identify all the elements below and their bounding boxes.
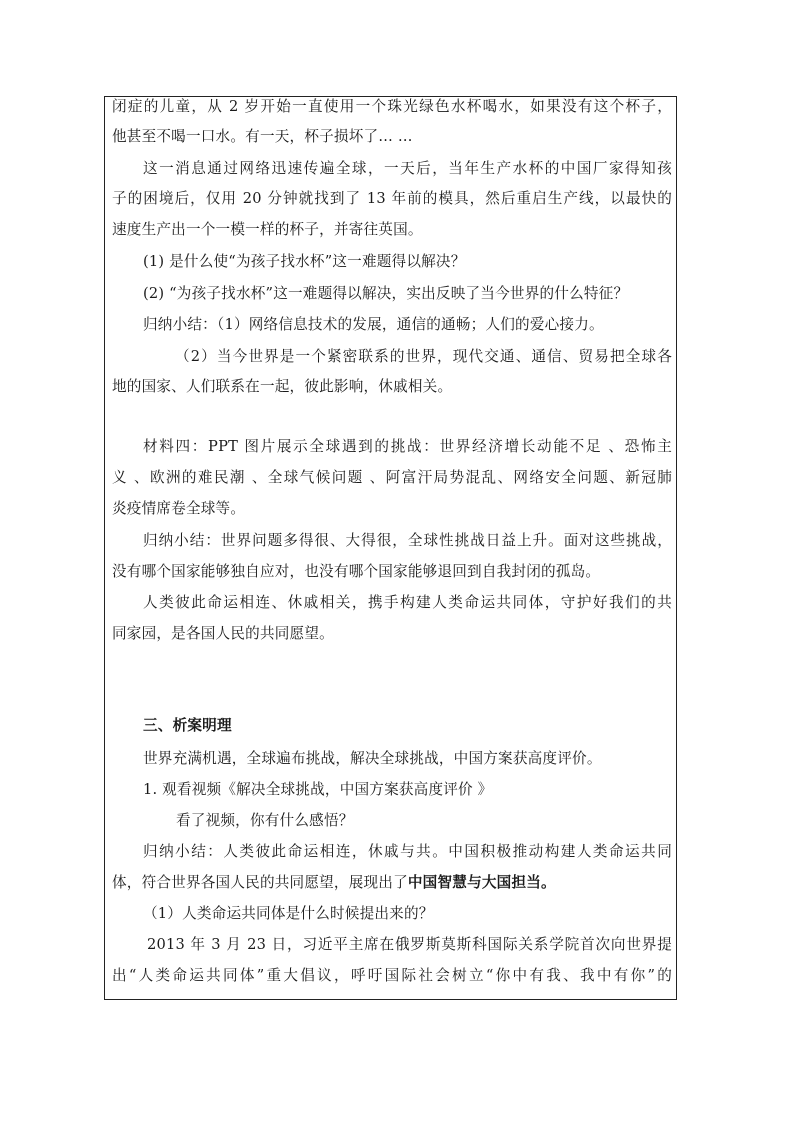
text-line: 世界充满机遇，全球遍布挑战，解决全球挑战，中国方案获高度评价。 xyxy=(143,750,602,767)
emphasis-text: 中国智慧与大国担当。 xyxy=(407,874,556,891)
summary-line: （2）当今世界是一个紧密联系的世界，现代交通、通信、贸易把全球各 xyxy=(175,348,672,365)
text-line: 速度生产出一个一模一样的杯子，并寄往英国。 xyxy=(112,221,423,238)
text-line: 子的困境后，仅用 20 分钟就找到了 13 年前的模具，然后重启生产线，以最快的 xyxy=(112,190,672,207)
question-1: (1) 是什么使“为孩子找水杯”这一难题得以解决？ xyxy=(143,253,466,270)
text-line: 同家园，是各国人民的共同愿望。 xyxy=(112,625,334,642)
summary-line: 地的国家、人们联系在一起，彼此影响，休戚相关。 xyxy=(112,378,453,395)
text-line: 他甚至不喝一口水。有一天，杯子损坏了… … xyxy=(112,128,413,145)
text-line: 出“人类命运共同体”重大倡议，呼吁国际社会树立“你中有我、我中有你”的 xyxy=(112,967,672,984)
question-2: (2) “为孩子找水杯”这一难题得以解决，实出反映了当今世界的什么特征？ xyxy=(143,285,629,302)
question-line: （1）人类命运共同体是什么时候提出来的？ xyxy=(143,905,434,922)
summary-line: 没有哪个国家能够独自应对，也没有哪个国家能够退回到自我封闭的孤岛。 xyxy=(112,563,601,580)
material-four-line: 材料四：PPT 图片展示全球遇到的挑战：世界经济增长动能不足 、恐怖主 xyxy=(143,438,672,455)
material-four-line: 义 、欧洲的难民潮 、全球气候问题 、阿富汗局势混乱、网络安全问题、新冠肺 xyxy=(112,469,672,486)
material-four-line: 炎疫情席卷全球等。 xyxy=(112,500,246,517)
video-title-line: 1. 观看视频《解决全球挑战，中国方案获高度评价 》 xyxy=(143,781,493,798)
summary-text: 体，符合世界各国人民的共同愿望，展现出了 xyxy=(112,874,408,891)
summary-line: 归纳小结：世界问题多得很、大得很，全球性挑战日益上升。面对这些挑战， xyxy=(143,532,672,549)
summary-line xyxy=(112,873,556,893)
summary-line: 归纳小结：人类彼此命运相连，休戚与共。中国积极推动构建人类命运共同 xyxy=(143,843,672,860)
question-line: 看了视频，你有什么感悟？ xyxy=(176,812,354,829)
text-line: 闭症的儿童，从 2 岁开始一直使用一个珠光绿色水杯喝水，如果没有这个杯子， xyxy=(112,98,672,115)
text-line: 这一消息通过网络迅速传遍全球，一天后，当年生产水杯的中国厂家得知孩 xyxy=(143,160,672,177)
text-line: 人类彼此命运相连、休戚相关，携手构建人类命运共同体，守护好我们的共 xyxy=(143,594,672,611)
summary-line: 归纳小结：（1）网络信息技术的发展，通信的通畅；人们的爱心接力。 xyxy=(143,316,604,333)
section-heading: 三、析案明理 xyxy=(143,717,232,734)
text-line: 2013 年 3 月 23 日，习近平主席在俄罗斯莫斯科国际关系学院首次向世界提 xyxy=(147,936,672,953)
